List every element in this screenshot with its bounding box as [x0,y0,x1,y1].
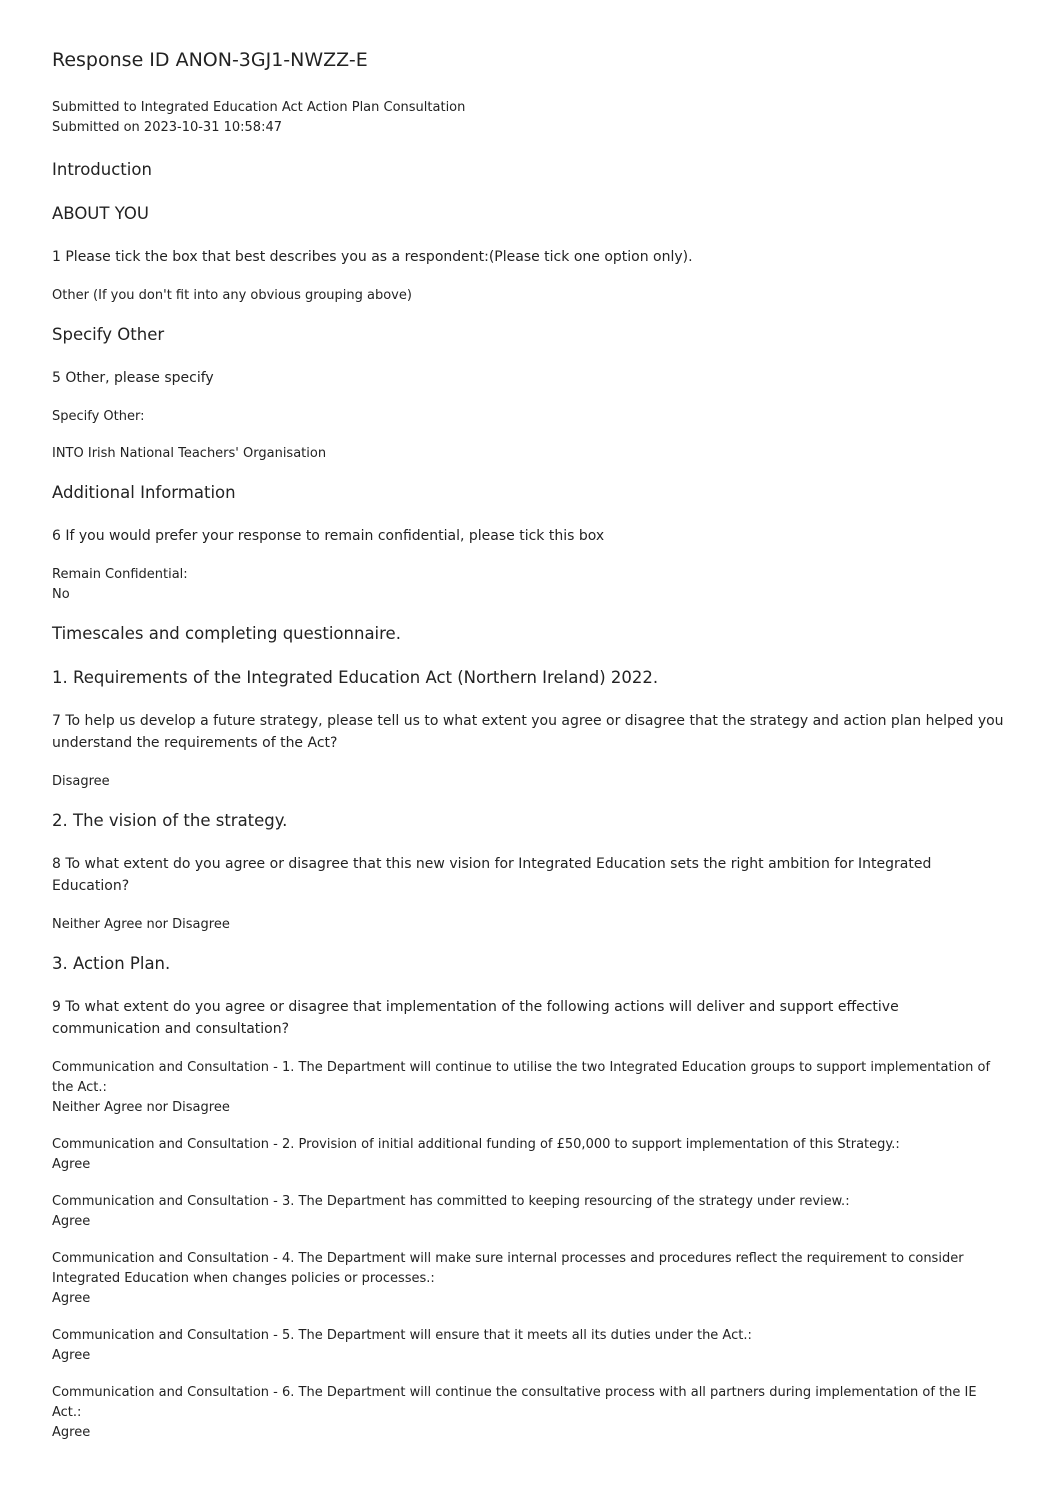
q9-item-answer: Neither Agree nor Disagree [52,1100,230,1115]
q9-item-answer: Agree [52,1348,91,1363]
q9-item [52,1192,1006,1232]
q9-item [52,1058,1006,1118]
question-5: 5 Other, please specify [52,370,214,386]
q9-item-answer: Agree [52,1291,91,1306]
action-plan-heading: 3. Action Plan. [52,954,171,973]
question-1: 1 Please tick the box that best describes you as a respondent:(Please tick one option only). [52,249,693,265]
specify-other-heading: Specify Other [52,325,165,344]
question-6-answer-block [52,565,1006,605]
response-id-title: Response ID ANON-3GJ1-NWZZ-E [52,49,368,71]
submission-meta [52,98,1006,138]
q9-item-label: Communication and Consultation - 1. The Department will continue to utilise the two Integrated Education groups to support implementation of the Act.: [52,1060,991,1095]
q9-item-label: Communication and Consultation - 3. The Department has committed to keeping resourcing of the strategy under review.: [52,1194,850,1209]
question-8: 8 To what extent do you agree or disagree that this new vision for Integrated Education sets the right ambition for Integrated Education? [52,856,932,894]
q9-item-answer: Agree [52,1214,91,1229]
q9-item-label: Communication and Consultation - 6. The Department will continue the consultative process with all partners during implementation of the IE Act.: [52,1385,977,1420]
additional-information-heading: Additional Information [52,483,236,502]
q9-item-label: Communication and Consultation - 4. The Department will make sure internal processes and procedures reflect the requirement to consider Integrated Education when changes policies or processes.: [52,1251,964,1286]
question-6-answer: No [52,587,70,602]
question-5-answer: INTO Irish National Teachers' Organisation [52,446,327,461]
question-7-answer: Disagree [52,774,110,789]
q9-item [52,1326,1006,1366]
q9-item [52,1383,1006,1443]
q9-item [52,1249,1006,1309]
introduction-heading: Introduction [52,160,152,179]
submitted-to: Submitted to Integrated Education Act Action Plan Consultation [52,100,466,115]
q9-item-label: Communication and Consultation - 2. Provision of initial additional funding of £50,000 to support implementation of this Strategy.: [52,1137,900,1152]
about-you-heading: ABOUT YOU [52,204,149,223]
question-5-label: Specify Other: [52,409,145,424]
question-9: 9 To what extent do you agree or disagree that implementation of the following actions will deliver and support effective communication and consultation? [52,999,899,1037]
q9-item-answer: Agree [52,1425,91,1440]
requirements-heading: 1. Requirements of the Integrated Education Act (Northern Ireland) 2022. [52,668,659,687]
question-7: 7 To help us develop a future strategy, please tell us to what extent you agree or disagree that the strategy and action plan helped you understand the requirements of the Act? [52,713,1004,751]
q9-item [52,1135,1006,1175]
question-8-answer: Neither Agree nor Disagree [52,917,230,932]
timescales-heading: Timescales and completing questionnaire. [52,624,401,643]
question-6-label: Remain Confidential: [52,567,188,582]
q9-item-label: Communication and Consultation - 5. The Department will ensure that it meets all its duties under the Act.: [52,1328,752,1343]
question-1-answer: Other (If you don't fit into any obvious grouping above) [52,288,412,303]
question-6: 6 If you would prefer your response to remain confidential, please tick this box [52,528,605,544]
q9-item-answer: Agree [52,1157,91,1172]
vision-heading: 2. The vision of the strategy. [52,811,288,830]
submitted-on: Submitted on 2023-10-31 10:58:47 [52,120,282,135]
